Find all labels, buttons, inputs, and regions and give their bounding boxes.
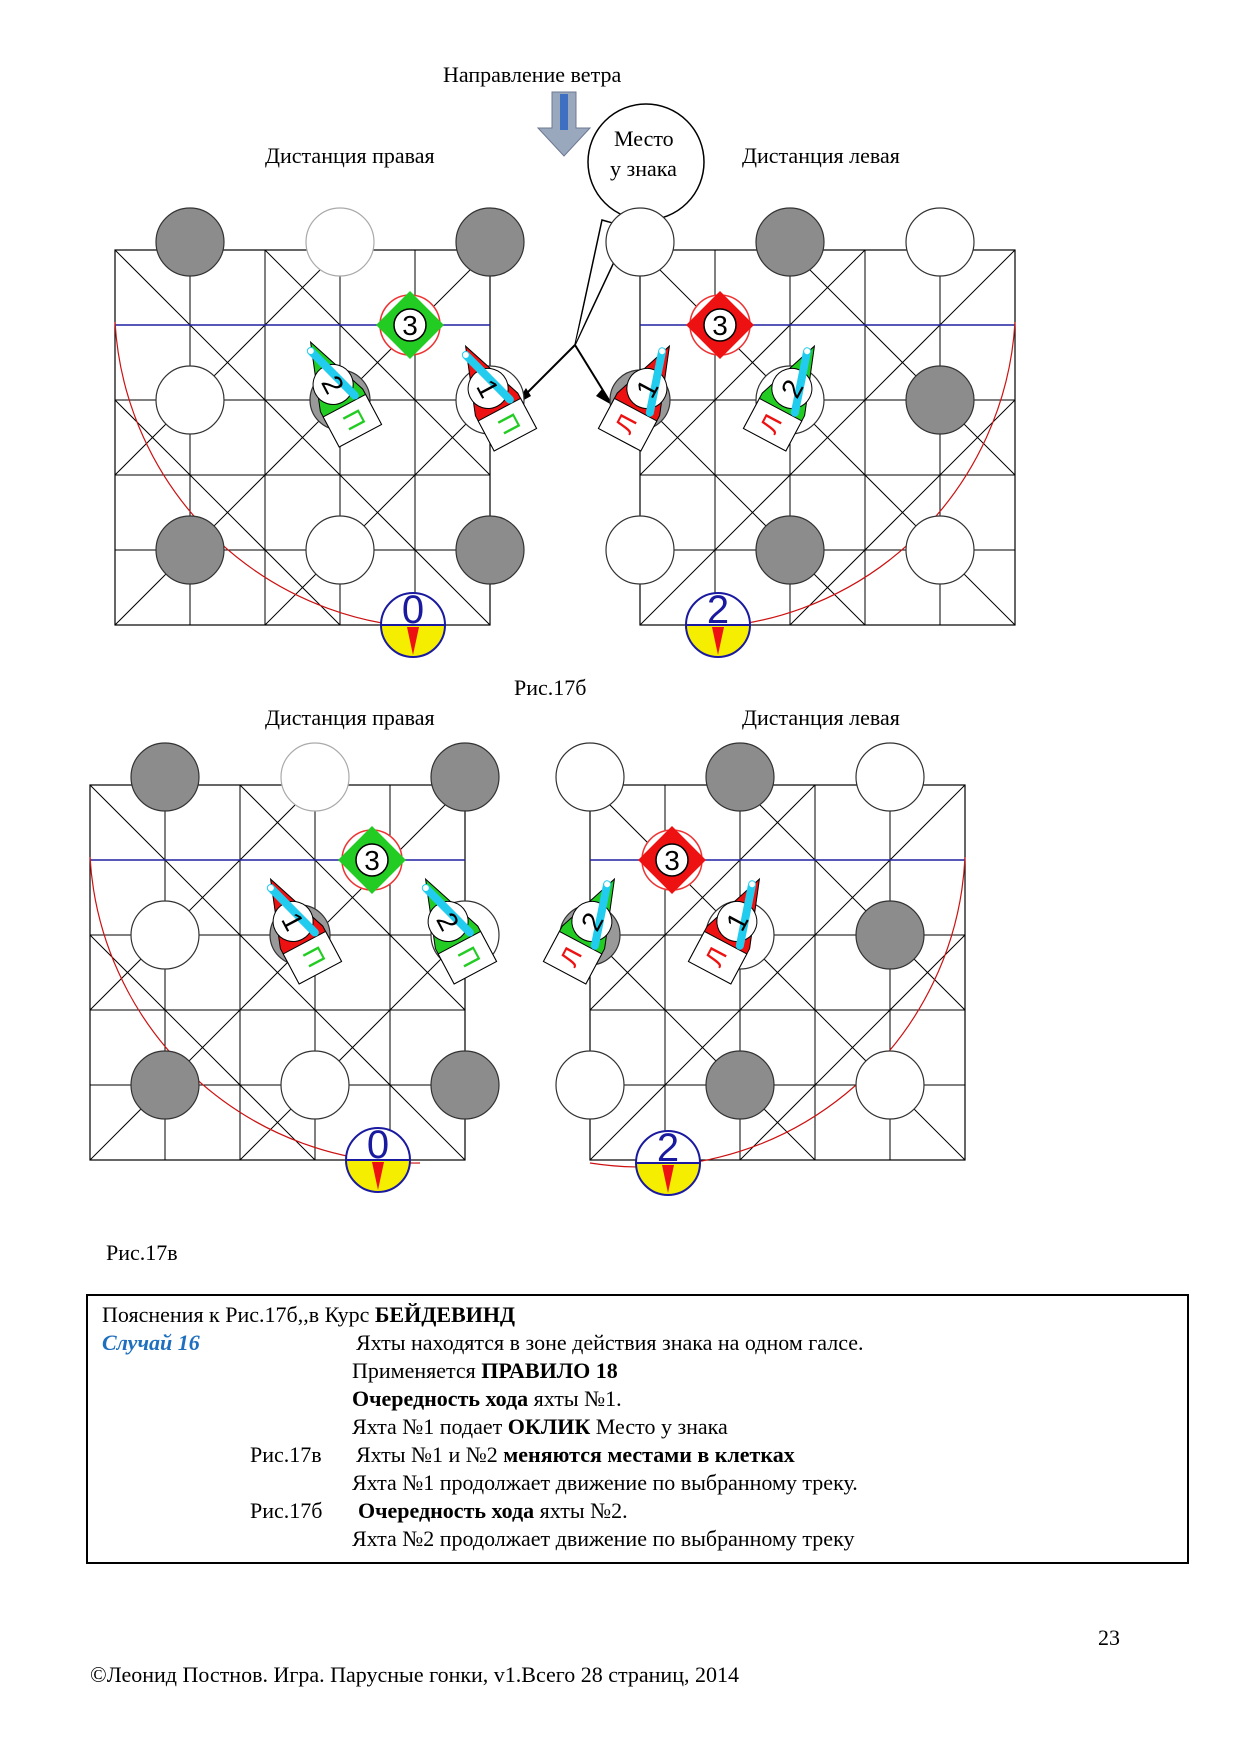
callout-line-2: у знака: [610, 156, 677, 181]
notes-line-2-text: Применяется: [352, 1358, 482, 1383]
fig-c-left-title: Дистанция правая: [265, 705, 435, 730]
svg-text:П: П: [491, 408, 527, 440]
svg-text:П: П: [451, 941, 487, 973]
notes-line-3: [352, 1386, 622, 1412]
fig-b-left-title: Дистанция правая: [265, 143, 435, 168]
notes-line-4: [352, 1414, 728, 1440]
footer: ©Леонид Постнов. Игра. Парусные гонки, v1.Всего 28 страниц, 2014: [90, 1662, 739, 1687]
fig-c-right-board: [553, 743, 965, 1195]
notes-line-5-bold: меняются местами в клетках: [503, 1442, 795, 1467]
svg-text:Л: Л: [753, 409, 789, 439]
fig-b-right-board: [606, 208, 1015, 657]
svg-text:1: 1: [275, 907, 311, 936]
notes-line-3-bold: Очередность хода: [352, 1386, 529, 1411]
svg-text:1: 1: [470, 374, 506, 403]
svg-text:3: 3: [712, 310, 728, 341]
svg-text:3: 3: [664, 845, 680, 876]
svg-text:2: 2: [706, 588, 730, 632]
wind-arrow-icon: [538, 92, 590, 156]
notes-line-5: [356, 1442, 795, 1468]
mark-3-label: 3: [402, 310, 418, 341]
notes-line-8: Яхта №2 продолжает движение по выбранному треку: [352, 1526, 855, 1551]
fig-c-right-title: Дистанция левая: [742, 705, 900, 730]
notes-line-4-post: Место у знака: [590, 1414, 728, 1439]
svg-text:3: 3: [364, 845, 380, 876]
svg-text:П: П: [296, 941, 332, 973]
case-label: Случай 16: [102, 1330, 200, 1355]
svg-text:2: 2: [574, 907, 610, 936]
svg-text:2: 2: [430, 907, 466, 936]
notes-line-7-text: яхты №2.: [534, 1498, 628, 1523]
fig-c-caption: Рис.17в: [106, 1240, 178, 1265]
svg-text:1: 1: [629, 374, 665, 403]
svg-text:2: 2: [656, 1126, 680, 1170]
callout-line-1: Место: [614, 126, 674, 151]
svg-text:Л: Л: [553, 942, 589, 972]
wind-direction-label: Направление ветра: [443, 62, 622, 87]
fig-b-right-title: Дистанция левая: [742, 143, 900, 168]
notes-line-3-text: яхты №1.: [528, 1386, 622, 1411]
notes-line-2-bold: ПРАВИЛО 18: [481, 1358, 618, 1383]
notes-ref-1: Рис.17в: [250, 1442, 322, 1467]
svg-text:0: 0: [366, 1123, 390, 1167]
notes-box: [86, 1294, 1189, 1564]
notes-ref-2: Рис.17б: [250, 1498, 323, 1523]
svg-text:2: 2: [315, 370, 351, 399]
notes-line-5-text: Яхты №1 и №2: [356, 1442, 504, 1467]
notes-line-2: [352, 1358, 618, 1384]
fig-b-caption: Рис.17б: [514, 675, 587, 700]
svg-text:П: П: [336, 404, 372, 436]
notes-heading: [102, 1302, 515, 1328]
notes-line-7: [358, 1498, 628, 1524]
notes-line-4-bold: ОКЛИК: [507, 1414, 591, 1439]
notes-line-4-text: Яхта №1 подает: [352, 1414, 508, 1439]
notes-line-1: Яхты находятся в зоне действия знака на одном галсе.: [356, 1330, 864, 1355]
page-number: 23: [1098, 1625, 1120, 1650]
svg-text:2: 2: [774, 374, 810, 403]
notes-heading-bold: БЕЙДЕВИНД: [374, 1302, 516, 1327]
svg-text:Л: Л: [608, 409, 644, 439]
notes-line-6: Яхта №1 продолжает движение по выбранному треку.: [352, 1470, 858, 1495]
notes-heading-text: Пояснения к Рис.17б,,в Курс: [102, 1302, 375, 1327]
svg-text:1: 1: [719, 907, 755, 936]
fig-b-left-board: [115, 208, 524, 657]
svg-text:Л: Л: [698, 942, 734, 972]
start-mark-label: 0: [401, 588, 425, 632]
notes-line-7-bold: Очередность хода: [358, 1498, 535, 1523]
